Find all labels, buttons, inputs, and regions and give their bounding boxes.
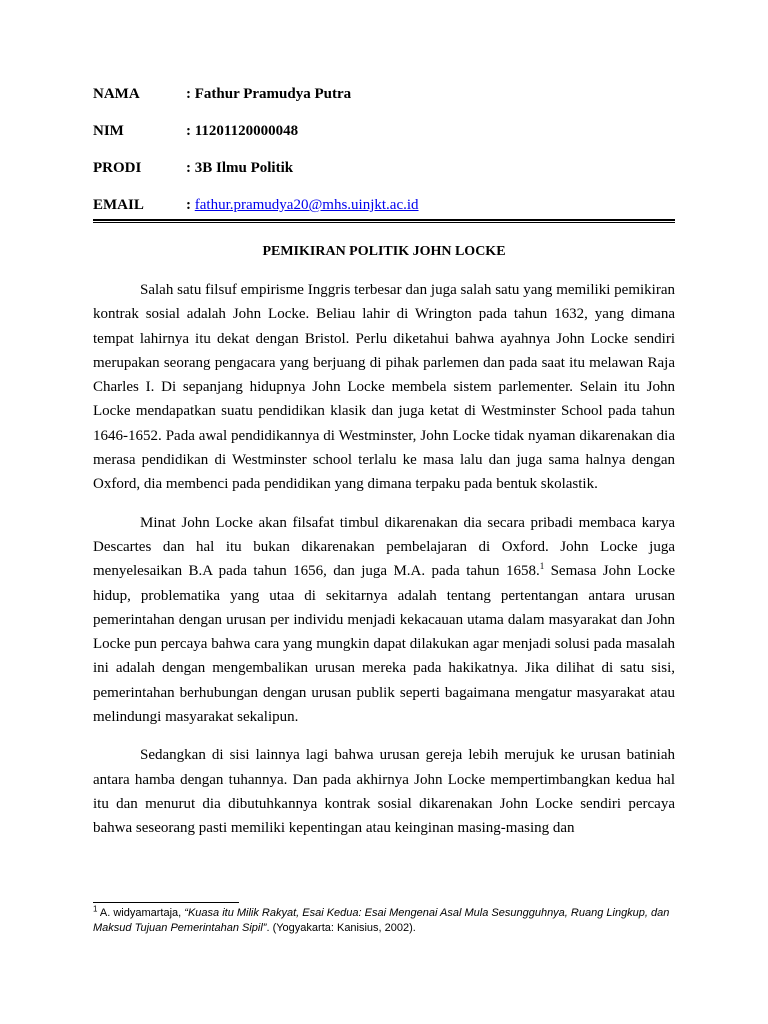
paragraph-2-part-a: Minat John Locke akan filsafat timbul dikarenakan dia secara pribadi membaca karya Descartes dan hal itu bukan dikarenakan pembelajaran di Oxford. John Locke juga menyelesaikan B.A pada tahun 1656, dan juga M.A. pada tahun 1658. bbox=[93, 514, 675, 580]
footnote-reference[interactable]: 1 bbox=[539, 561, 545, 572]
paragraph-2-part-b: Semasa John Locke hidup, problematika yang utaa di sekitarnya adalah tentang pertentangan antara urusan pemerintahan dengan urusan per individu menjadi kekacauan utama dalam masyarakat dan John Locke pun percaya bahwa cara yang mungkin dapat dilakukan agar menjadi solusi pada masalah ini adalah dengan mengembalikan urusan mereka pada hakikatnya. Jika dilihat di satu sisi, pemerintahan berhubungan dengan urusan publik seperti bagaimana mengatur masyarakat atau melindungi masyarakat sekalipun. bbox=[93, 563, 676, 726]
value-nama: : Fathur Pramudya Putra bbox=[186, 86, 352, 102]
footnote-divider bbox=[93, 902, 239, 903]
document-title: PEMIKIRAN POLITIK JOHN LOCKE bbox=[262, 244, 506, 259]
footnote-title: “Kuasa itu Milik Rakyat, Esai Kedua: Esai Mengenai Asal Mula Sesungguhnya, Ruang Lingkup, dan Maksud Tujuan Pemerintahan Sipil” bbox=[93, 907, 670, 934]
field-nama bbox=[93, 86, 675, 123]
paragraph-1: Salah satu filsuf empirisme Inggris terbesar dan juga salah satu yang memiliki pemikiran kontrak sosial adalah John Locke. Beliau lahir di Wrington pada tahun 1632, yang dimana tempat lahirnya itu dekat dengan Bristol. Perlu diketahui bahwa ayahnya John Locke sendiri merupakan seorang pengacara yang berjuang di pihak parlemen dan pada saat itu melawan Raja Charles I. Di sepanjang hidupnya John Locke membela sistem parlementer. Selain itu John Locke mendapatkan suatu pendidikan klasik dan juga ketat di Westminster School pada tahun 1646-1652. Pada awal pendidikannya di Westminster, John Locke tidak nyaman dikarenakan dia merasa pendidikan di Westminster school terlalu ke masa lalu dan juga sama halnya dengan Oxford, dia membenci pada pendidikan yang dimana terpaku pada bentuk skolastik. bbox=[93, 282, 675, 493]
label-email: EMAIL bbox=[93, 197, 144, 213]
label-nama: NAMA bbox=[93, 86, 140, 102]
paragraph-3: Sedangkan di sisi lainnya lagi bahwa urusan gereja lebih merujuk ke urusan batiniah antara hamba dengan tuhannya. Dan pada akhirnya John Locke mempertimbangkan kedua hal itu dan menurut dia dibutuhkannya kontrak sosial dikarenakan John Locke sendiri percaya bahwa seseorang pasti memiliki kepentingan atau keinginan masing-masing dan bbox=[93, 747, 675, 837]
footnote-number: 1 bbox=[93, 904, 98, 914]
paragraph-2 bbox=[93, 511, 675, 730]
student-info bbox=[93, 86, 675, 234]
value-prodi: : 3B Ilmu Politik bbox=[186, 160, 294, 176]
label-nim: NIM bbox=[93, 123, 124, 139]
value-email bbox=[186, 197, 419, 214]
footnote-rest: . (Yogyakarta: Kanisius, 2002). bbox=[266, 922, 416, 934]
header-divider bbox=[93, 219, 675, 223]
label-prodi: PRODI bbox=[93, 160, 142, 176]
field-email bbox=[93, 197, 675, 234]
value-nim: : 11201120000048 bbox=[186, 123, 299, 139]
footnote bbox=[93, 906, 675, 936]
field-prodi bbox=[93, 160, 675, 197]
email-link[interactable]: fathur.pramudya20@mhs.uinjkt.ac.id bbox=[194, 197, 419, 213]
body-text bbox=[93, 278, 675, 855]
email-colon: : bbox=[186, 197, 195, 213]
field-nim bbox=[93, 123, 675, 160]
footnote-author: A. widyamartaja, bbox=[97, 907, 185, 919]
